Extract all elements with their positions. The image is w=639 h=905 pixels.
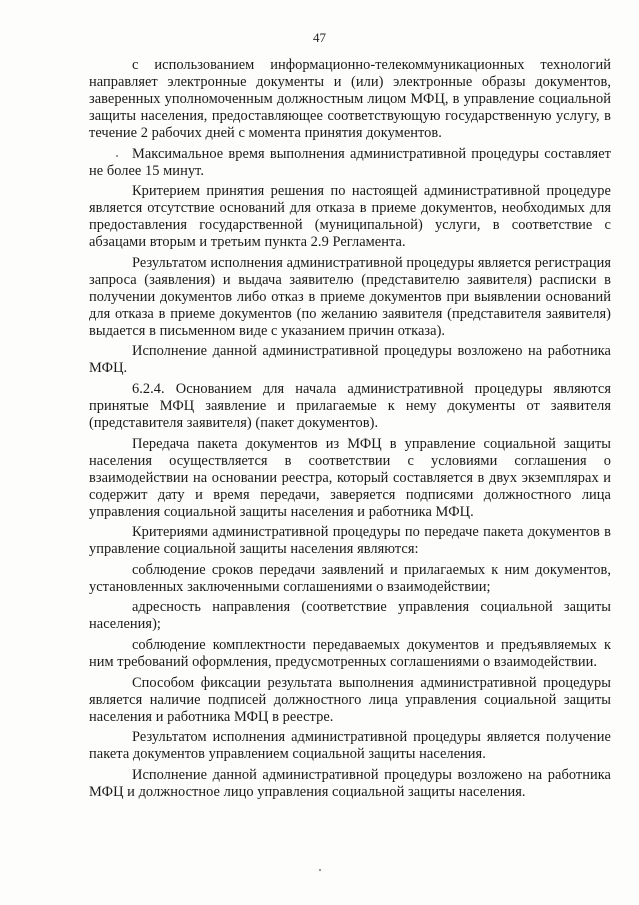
page-number: 47 (313, 30, 326, 45)
paragraph-9: соблюдение сроков передачи заявлений и прилагаемых к ним документов, установленных заключенными соглашениями о взаимодействии; (89, 561, 611, 595)
paragraph-6: 6.2.4. Основанием для начала административной процедуры являются принятые МФЦ заявление и прилагаемые к нему документы от заявителя (представителя заявителя) (пакет документов). (89, 380, 611, 431)
paragraph-7: Передача пакета документов из МФЦ в управление социальной защиты населения осуществляется в соответствии с условиями соглашения о взаимодействии на основании реестра, который составляется в двух экземплярах и содержит дату и время передачи, заверяется подписями должностного лица управления социальной защиты населения и работника МФЦ. (89, 435, 611, 520)
paragraph-2: Максимальное время выполнения административной процедуры составляет не более 15 минут. (89, 145, 611, 179)
paragraph-5: Исполнение данной административной процедуры возложено на работника МФЦ. (89, 343, 611, 377)
paragraph-1: с использованием информационно-телекоммуникационных технологий направляет электронные документы и (или) электронные образы документов, заверенных уполномоченным должностным лицом МФЦ, в управление социальной защиты населения, предоставляющее соответствующую государственную услугу, в течение 2 рабочих дней с момента принятия документов. (89, 57, 611, 141)
paragraph-10: адресность направления (соответствие управления социальной защиты населения); (89, 599, 611, 633)
paragraph-13: Результатом исполнения административной процедуры является получение пакета документов управлением социальной защиты населения. (89, 729, 611, 763)
scan-speck (116, 155, 118, 157)
paragraph-4: Результатом исполнения административной процедуры является регистрация запроса (заявления) и выдача заявителю (представителю заявителя) расписки в получении документов либо отказ в приеме документов при выявлении оснований для отказа в приеме документов (по желанию заявителя (представителя заявителя) выдается в письменном виде с указанием причин отказа). (89, 254, 611, 339)
scan-speck (319, 869, 321, 871)
paragraph-14: Исполнение данной административной процедуры возложено на работника МФЦ и должностное лицо управления социальной защиты населения. (89, 766, 611, 800)
paragraph-8: Критериями административной процедуры по передаче пакета документов в управление социальной защиты населения являются: (89, 524, 611, 558)
document-body (89, 57, 611, 804)
paragraph-11: соблюдение комплектности передаваемых документов и предъявляемых к ним требований оформления, предусмотренных соглашениями о взаимодействии. (89, 636, 611, 670)
paragraph-12: Способом фиксации результата выполнения административной процедуры является наличие подписей должностного лица управления социальной защиты населения и работника МФЦ в реестре. (89, 674, 611, 725)
paragraph-3: Критерием принятия решения по настоящей административной процедуре является отсутствие оснований для отказа в приеме документов, необходимых для предоставления государственной (муниципальной) услуги, в соответствие с абзацами вторым и третьим пункта 2.9 Регламента. (89, 183, 611, 251)
